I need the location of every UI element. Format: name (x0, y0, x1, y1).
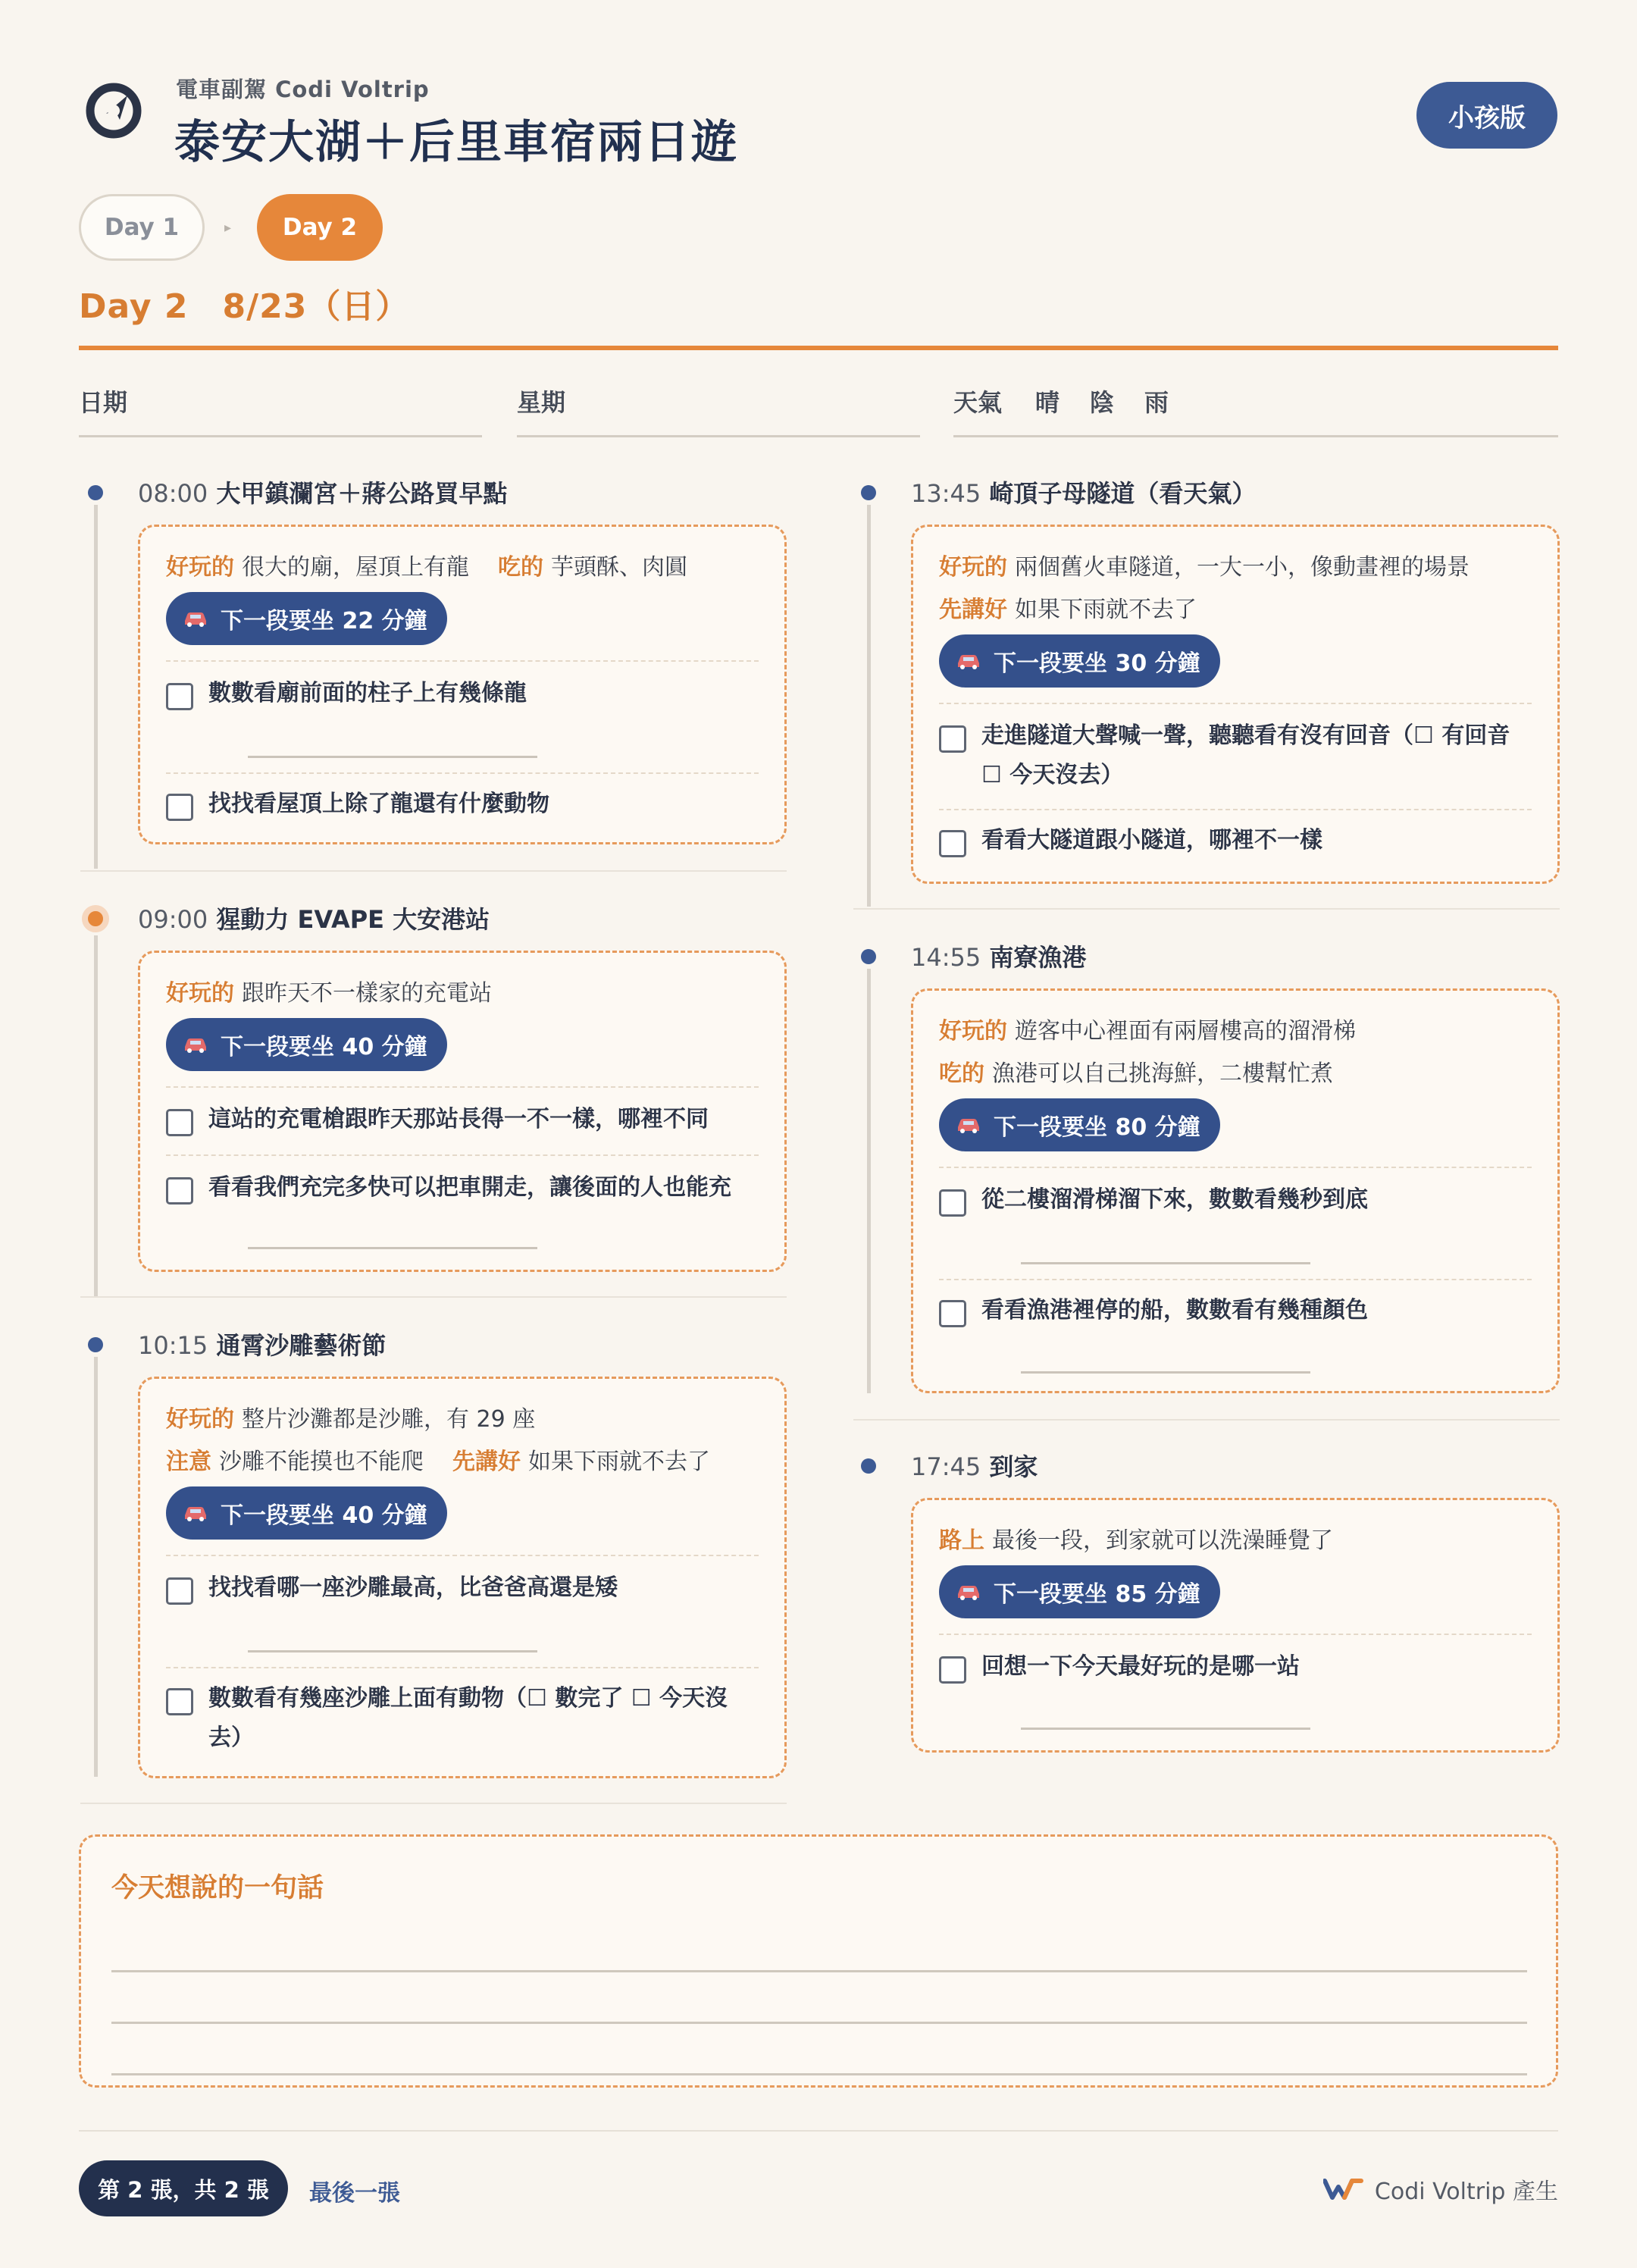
checkbox[interactable] (939, 725, 966, 753)
stop-separator (80, 1296, 787, 1298)
stop-time: 08:00 (138, 479, 208, 508)
car-icon (956, 1584, 981, 1600)
stop-heading (138, 1327, 386, 1361)
drive-time-text: 下一段要坐 80 分鐘 (994, 1114, 1200, 1141)
kid-version-badge[interactable]: 小孩版 (1416, 82, 1557, 149)
checkbox[interactable] (166, 683, 193, 710)
info-line-row (939, 1521, 1333, 1555)
last-page-label: 最後一張 (309, 2180, 400, 2207)
notes-write-line[interactable] (111, 1970, 1527, 1972)
info-text: 整片沙灘都是沙雕，有 29 座 (242, 1406, 536, 1433)
weather-option-rain[interactable]: 雨 (1144, 388, 1169, 417)
card-divider (166, 660, 759, 662)
info-text: 芋頭酥、肉圓 (551, 554, 687, 581)
stop-heading (911, 1448, 1038, 1483)
generated-by (1323, 2172, 1558, 2206)
card-divider (166, 1086, 759, 1088)
answer-write-line[interactable] (248, 1247, 537, 1249)
info-text: 漁港可以自己挑海鮮，二樓幫忙煮 (992, 1060, 1333, 1087)
timeline-dot-current (82, 905, 109, 932)
notes-box (79, 1834, 1558, 2088)
weather-option-cloudy[interactable]: 陰 (1090, 388, 1115, 417)
timeline-line (94, 935, 98, 1296)
stop-heading (911, 475, 1256, 509)
task-text: 走進隧道大聲喊一聲，聽聽看有沒有回音（☐ 有回音 ☐ 今天沒去） (981, 722, 1510, 788)
info-line-row (939, 590, 1197, 624)
notes-write-line[interactable] (111, 2022, 1527, 2024)
card-divider (166, 1555, 759, 1556)
card-divider (939, 1167, 1532, 1168)
task-text: 看看我們充完多快可以把車開走，讓後面的人也能充 (208, 1174, 731, 1201)
info-line-row (939, 548, 1470, 581)
stop-name: 通霄沙雕藝術節 (216, 1331, 387, 1360)
timeline-line (94, 1357, 98, 1777)
stop-name: 大甲鎮瀾宮＋蔣公路買早點 (216, 479, 508, 508)
answer-write-line[interactable] (248, 1650, 537, 1652)
info-text: 很大的廟，屋頂上有龍 (242, 554, 469, 581)
weather-label: 天氣 (953, 388, 1003, 417)
tag-fun: 好玩的 (939, 554, 1007, 581)
card-divider (166, 1154, 759, 1156)
answer-write-line[interactable] (1021, 1371, 1310, 1374)
checkbox[interactable] (939, 1656, 966, 1684)
timeline-dot (861, 949, 876, 964)
stop-heading (911, 938, 1086, 973)
page-indicator: 第 2 張，共 2 張 (79, 2160, 288, 2216)
info-text: 兩個舊火車隧道，一大一小，像動畫裡的場景 (1015, 554, 1470, 581)
checkbox[interactable] (939, 1300, 966, 1327)
task-text: 找找看屋頂上除了龍還有什麼動物 (208, 791, 549, 817)
stop-detail-card (138, 1377, 787, 1778)
stop-detail-card (138, 951, 787, 1272)
car-icon (956, 1117, 981, 1133)
timeline-line (94, 505, 98, 869)
info-text: 沙雕不能摸也不能爬 (219, 1449, 424, 1475)
card-divider (939, 809, 1532, 810)
stop-time: 09:00 (138, 905, 208, 934)
task-text: 數數看有幾座沙雕上面有動物（☐ 數完了 ☐ 今天沒去） (208, 1685, 728, 1751)
footer-divider (79, 2130, 1558, 2132)
drive-time-pill (939, 634, 1220, 688)
card-divider (939, 1634, 1532, 1635)
checkbox[interactable] (166, 1688, 193, 1715)
drive-time-text: 下一段要坐 22 分鐘 (221, 608, 427, 634)
car-icon (183, 1505, 208, 1521)
stop-time: 10:15 (138, 1331, 208, 1360)
tab-day-2[interactable]: Day 2 (257, 194, 383, 261)
task-item[interactable] (939, 1180, 1535, 1220)
task-item[interactable] (939, 716, 1535, 795)
stop-separator (853, 908, 1560, 910)
task-item[interactable] (166, 1679, 762, 1758)
info-line-row (939, 1012, 1356, 1045)
tag-caution: 注意 (166, 1449, 211, 1475)
timeline-dot (88, 485, 103, 500)
info-line-row (166, 974, 492, 1007)
generated-by-text: Codi Voltrip 產生 (1374, 2179, 1558, 2205)
tag-agreement: 先講好 (939, 597, 1007, 623)
task-text: 從二樓溜滑梯溜下來，數數看幾秒到底 (981, 1186, 1368, 1213)
stop-heading (138, 475, 507, 509)
card-divider (166, 1667, 759, 1668)
drive-time-pill (166, 1018, 447, 1071)
task-text: 找找看哪一座沙雕最高，比爸爸高還是矮 (208, 1574, 618, 1601)
checkbox[interactable] (939, 830, 966, 857)
task-item[interactable] (939, 1291, 1535, 1330)
info-text: 遊客中心裡面有兩層樓高的溜滑梯 (1015, 1018, 1356, 1045)
stop-time: 14:55 (911, 943, 981, 972)
notes-title: 今天想說的一句話 (111, 1873, 324, 1903)
drive-time-pill (166, 592, 447, 645)
stop-name: 猩動力 EVAPE 大安港站 (216, 905, 490, 934)
task-text: 這站的充電槍跟昨天那站長得一不一樣，哪裡不同 (208, 1106, 709, 1132)
drive-time-pill (166, 1486, 447, 1540)
task-item[interactable] (166, 674, 762, 713)
drive-time-pill (939, 1098, 1220, 1151)
drive-time-pill (939, 1565, 1220, 1618)
notes-write-line[interactable] (111, 2073, 1527, 2075)
date-label: 日期 (79, 388, 128, 417)
timeline-dot (861, 485, 876, 500)
info-line-row (166, 548, 687, 581)
info-line-row (166, 1400, 535, 1433)
stop-card (80, 475, 787, 869)
task-item[interactable] (166, 1168, 762, 1208)
task-item[interactable] (166, 785, 762, 824)
checkbox[interactable] (166, 1577, 193, 1605)
drive-time-text: 下一段要坐 40 分鐘 (221, 1034, 427, 1060)
tag-food: 吃的 (498, 554, 543, 581)
brand-name: 電車副駕 Codi Voltrip (176, 77, 430, 102)
timeline-line (867, 505, 871, 907)
timeline-dot (861, 1458, 876, 1474)
tag-fun: 好玩的 (166, 980, 234, 1007)
checkbox[interactable] (166, 1109, 193, 1136)
stop-card (80, 1327, 787, 1781)
card-divider (166, 772, 759, 774)
car-icon (183, 610, 208, 627)
info-text: 如果下雨就不去了 (528, 1449, 710, 1475)
tag-fun: 好玩的 (166, 554, 234, 581)
weekday-label: 星期 (517, 388, 566, 417)
tab-day-1[interactable]: Day 1 (79, 194, 205, 261)
car-icon (183, 1036, 208, 1053)
stop-name: 崎頂子母隧道（看天氣） (989, 479, 1257, 508)
task-item[interactable] (166, 1100, 762, 1139)
answer-write-line[interactable] (248, 756, 537, 758)
stop-time: 17:45 (911, 1452, 981, 1481)
tag-agreement: 先講好 (452, 1449, 521, 1475)
stop-name: 到家 (989, 1452, 1038, 1481)
task-text: 數數看廟前面的柱子上有幾條龍 (208, 680, 527, 706)
stop-detail-card (911, 1498, 1560, 1753)
card-divider (939, 1279, 1532, 1280)
tag-on-the-road: 路上 (939, 1527, 984, 1554)
task-text: 看看漁港裡停的船，數數看有幾種顏色 (981, 1297, 1368, 1324)
checkbox[interactable] (166, 1177, 193, 1204)
stop-separator (80, 1803, 787, 1804)
timeline-line (867, 969, 871, 1393)
date-write-line[interactable] (79, 435, 482, 437)
tag-food: 吃的 (939, 1060, 984, 1087)
tab-arrow-icon: ▸ (224, 220, 232, 236)
answer-write-line[interactable] (1021, 1728, 1310, 1730)
car-icon (956, 653, 981, 669)
info-text: 跟昨天不一樣家的充電站 (242, 980, 492, 1007)
info-text: 最後一段，到家就可以洗澡睡覺了 (992, 1527, 1333, 1554)
checkbox[interactable] (939, 1189, 966, 1217)
timeline-dot (88, 1337, 103, 1352)
info-line-row (939, 1054, 1333, 1088)
voltrip-logo-icon (1323, 2178, 1364, 2201)
task-text: 看看大隧道跟小隧道，哪裡不一樣 (981, 827, 1322, 854)
weather-option-sunny[interactable]: 晴 (1035, 388, 1060, 417)
card-divider (939, 703, 1532, 704)
answer-write-line[interactable] (1021, 1262, 1310, 1264)
stop-card (853, 475, 1560, 907)
day-heading: Day 2 8/23（日） (79, 287, 410, 326)
stop-card (853, 938, 1560, 1393)
task-text: 回想一下今天最好玩的是哪一站 (981, 1653, 1300, 1680)
page-title: 泰安大湖＋后里車宿兩日遊 (174, 116, 738, 169)
checkbox[interactable] (166, 794, 193, 821)
task-item[interactable] (166, 1568, 762, 1608)
task-item[interactable] (939, 821, 1535, 860)
stop-detail-card (911, 988, 1560, 1393)
tag-fun: 好玩的 (166, 1406, 234, 1433)
codi-logo-icon (82, 79, 146, 143)
stop-time: 13:45 (911, 479, 981, 508)
stop-name: 南寮漁港 (989, 943, 1087, 972)
weekday-write-line[interactable] (517, 435, 920, 437)
stop-heading (138, 901, 490, 935)
heading-divider (79, 346, 1558, 350)
info-text: 如果下雨就不去了 (1015, 597, 1197, 623)
stop-separator (80, 870, 787, 872)
stop-card (80, 901, 787, 1295)
stop-card (853, 1448, 1560, 1759)
weather-write-line (953, 435, 1558, 437)
tag-fun: 好玩的 (939, 1018, 1007, 1045)
stop-separator (853, 1419, 1560, 1421)
stop-detail-card (138, 525, 787, 844)
stop-detail-card (911, 525, 1560, 884)
drive-time-text: 下一段要坐 40 分鐘 (221, 1502, 427, 1529)
task-item[interactable] (939, 1647, 1535, 1687)
drive-time-text: 下一段要坐 85 分鐘 (994, 1581, 1200, 1608)
drive-time-text: 下一段要坐 30 分鐘 (994, 650, 1200, 677)
info-line-row (166, 1443, 710, 1476)
